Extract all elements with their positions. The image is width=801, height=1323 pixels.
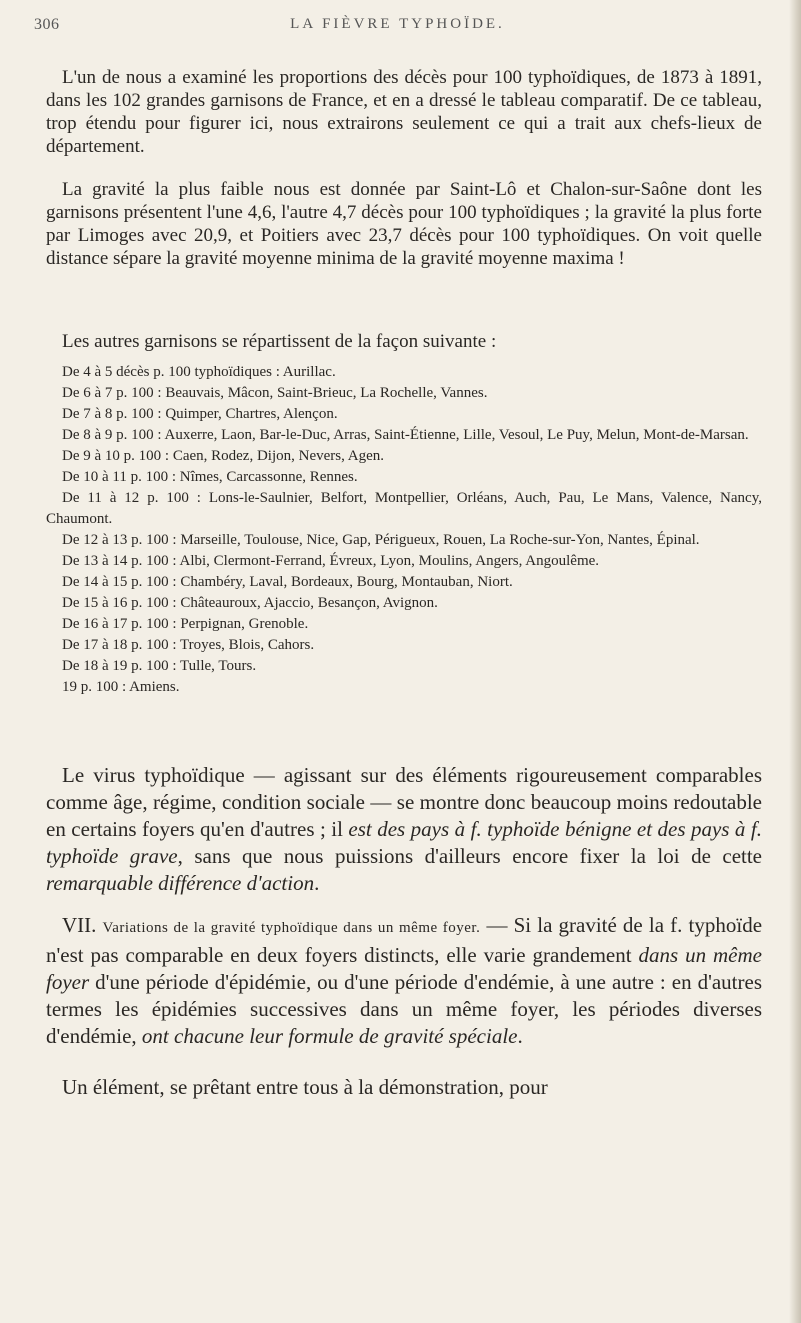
intro-paragraph-3: Les autres garnisons se répartissent de la façon suivante : — [62, 331, 497, 352]
garrison-list-item: De 12 à 13 p. 100 : Marseille, Toulouse, Nice, Gap, Périgueux, Rouen, La Roche-sur-Yon, Nantes, Épinal. — [62, 532, 700, 548]
virus-text-c: , sans que nous puissions d'ailleurs encore fixer la loi de cette — [177, 844, 762, 868]
virus-text-a: Le virus typhoïdique — agissant sur des éléments rigoureusement comparables comme âge, régime, condition sociale — se montre donc beaucoup moins redoutable en certains foyers qu'en d'autres ; il — [46, 763, 762, 841]
garrison-list — [46, 362, 762, 698]
garrison-list-item: De 7 à 8 p. 100 : Quimper, Chartres, Alençon. — [62, 406, 338, 422]
running-title: LA FIÈVRE TYPHOÏDE. — [290, 16, 505, 32]
page-header — [34, 16, 761, 42]
garrison-list-item: De 14 à 15 p. 100 : Chambéry, Laval, Bordeaux, Bourg, Montauban, Niort. — [62, 574, 513, 590]
page-edge-shadow — [789, 0, 801, 1323]
garrison-list-item: De 17 à 18 p. 100 : Troyes, Blois, Cahors. — [62, 637, 315, 653]
intro-paragraph-2: La gravité la plus faible nous est donnée par Saint-Lô et Chalon-sur-Saône dont les garnisons présentent l'une 4,6, l'autre 4,7 décès pour 100 typhoïdiques ; la gravité la plus forte par Limoges avec 20,9, et Poitiers avec 23,7 décès pour 100 typhoïdiques. On voit quelle distance sépare la gravité moyenne minima de la gravité moyenne maxima ! — [46, 179, 762, 269]
section-vii-text-2: d'une période d'épidémie, ou d'une période d'endémie, à une autre : en d'autres termes les épidémies successives dans un même foyer, les périodes diverses d'endémie, — [46, 970, 762, 1048]
section-vii-emphasis-1: dans un même foyer — [46, 943, 762, 994]
section-vii-emphasis-2: ont chacune leur formule de gravité spéciale — [141, 1024, 518, 1048]
intro-paragraph-1: L'un de nous a examiné les proportions des décès pour 100 typhoïdiques, de 1873 à 1891, dans les 102 grandes garnisons de France, et en a dressé le tableau comparatif. De ce tableau, trop étendu pour figurer ici, nous extrairons seulement ce qui a trait aux chefs-lieux de département. — [46, 67, 762, 157]
section-vii-text-3: . — [517, 1024, 523, 1048]
garrison-list-item: De 8 à 9 p. 100 : Auxerre, Laon, Bar-le-Duc, Arras, Saint-Étienne, Lille, Vesoul, Le Puy, Melun, Mont-de-Marsan. — [62, 427, 749, 443]
garrison-list-item: De 4 à 5 décès p. 100 typhoïdiques : Aurillac. — [62, 364, 336, 380]
garrison-list-item: De 10 à 11 p. 100 : Nîmes, Carcassonne, Rennes. — [62, 469, 358, 485]
section-vii-text-1: Si la gravité de la f. typhoïde n'est pas comparable en deux foyers distincts, elle varie grandement — [46, 913, 763, 967]
final-line: Un élément, se prêtant entre tous à la démonstration, pour — [62, 1075, 548, 1099]
garrison-list-item: De 13 à 14 p. 100 : Albi, Clermont-Ferrand, Évreux, Lyon, Moulins, Angers, Angoulême. — [62, 553, 600, 569]
garrison-list-item: De 16 à 17 p. 100 : Perpignan, Grenoble. — [62, 616, 309, 632]
page-number: 306 — [34, 16, 60, 33]
virus-text-e: . — [314, 871, 320, 895]
section-vii-heading: Variations de la gravité typhoïdique dans un même foyer. — [102, 920, 481, 936]
section-vii-number: VII. — [62, 913, 103, 937]
garrison-list-item: De 15 à 16 p. 100 : Châteauroux, Ajaccio, Besançon, Avignon. — [62, 595, 438, 611]
garrison-list-item: De 9 à 10 p. 100 : Caen, Rodez, Dijon, Nevers, Agen. — [62, 448, 385, 464]
section-vii-dash: — — [480, 913, 514, 937]
garrison-list-item: De 6 à 7 p. 100 : Beauvais, Mâcon, Saint-Brieuc, La Rochelle, Vannes. — [62, 385, 488, 401]
virus-paragraph — [46, 762, 762, 897]
virus-emphasis-b: est des pays à f. typhoïde bénigne et des pays à f. typhoïde grave — [46, 817, 762, 868]
section-vii-paragraph — [46, 912, 762, 1050]
garrison-list-item: 19 p. 100 : Amiens. — [62, 679, 180, 695]
garrison-list-item: De 18 à 19 p. 100 : Tulle, Tours. — [62, 658, 257, 674]
garrison-list-item: De 11 à 12 p. 100 : Lons-le-Saulnier, Belfort, Montpellier, Orléans, Auch, Pau, Le Mans, Valence, Nancy, Chaumont. — [46, 490, 762, 527]
virus-emphasis-d: remarquable différence d'action — [46, 871, 315, 895]
